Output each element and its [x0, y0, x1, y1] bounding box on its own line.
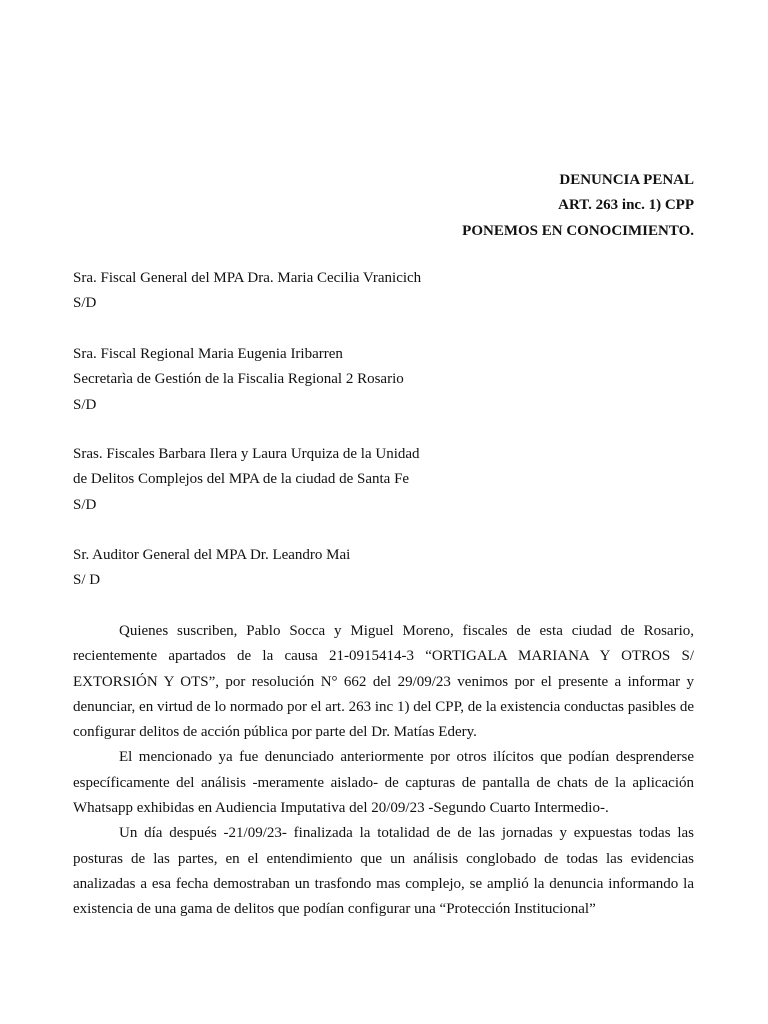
- document-body: [73, 619, 694, 923]
- recipient-line: Secretarìa de Gestión de la Fiscalia Regional 2 Rosario: [73, 371, 404, 388]
- recipient-line: Sras. Fiscales Barbara Ilera y Laura Urquiza de la Unidad: [73, 446, 420, 462]
- recipient-line: S/D: [73, 295, 97, 312]
- recipient-block-fiscal-regional: [73, 342, 404, 418]
- recipient-line: Sr. Auditor General del MPA Dr. Leandro Mai: [73, 547, 351, 563]
- document-page: [73, 0, 694, 1024]
- recipient-block-auditor-general: [73, 543, 350, 594]
- document-heading: [462, 168, 694, 244]
- body-paragraph: Un día después -21/09/23- finalizada la totalidad de de las jornadas y expuestas todas las posturas de las partes, en el entendimiento que un análisis conglobado de todas las evidencias analizadas a esa fecha demostraban un trasfondo mas complejo, se amplió la denuncia informando la existencia de una gama de delitos que podían configurar una “Protección Institucional”: [73, 825, 694, 918]
- body-paragraph: Quienes suscriben, Pablo Socca y Miguel Moreno, fiscales de esta ciudad de Rosario, recientemente apartados de la causa 21-0915414-3 “ORTIGALA MARIANA Y OTROS S/ EXTORSIÓN Y OTS”, por resolución N° 662 del 29/09/23 venimos por el presente a informar y denunciar, en virtud de lo normado por el art. 263 inc 1) del CPP, de la existencia conductas pasibles de configurar delitos de acción pública por parte del Dr. Matías Edery.: [73, 623, 694, 741]
- heading-article: ART. 263 inc. 1) CPP: [558, 197, 694, 214]
- recipient-line: Sra. Fiscal General del MPA Dra. Maria Cecilia Vranicich: [73, 270, 422, 286]
- heading-subtitle: PONEMOS EN CONOCIMIENTO.: [462, 222, 694, 239]
- recipient-line: Sra. Fiscal Regional Maria Eugenia Iribarren: [73, 346, 343, 362]
- body-paragraph: El mencionado ya fue denunciado anteriormente por otros ilícitos que podían desprenderse específicamente del análisis -meramente aislado- de capturas de pantalla de chats de la aplicación Whatsapp exhibidas en Audiencia Imputativa del 20/09/23 -Segundo Cuarto Intermedio-.: [73, 749, 694, 817]
- recipient-line: S/ D: [73, 572, 101, 589]
- recipient-line: de Delitos Complejos del MPA de la ciudad de Santa Fe: [73, 471, 410, 488]
- recipient-line: S/D: [73, 496, 97, 513]
- recipient-line: S/D: [73, 396, 97, 413]
- heading-title: DENUNCIA PENAL: [559, 172, 694, 188]
- recipient-block-fiscal-general: [73, 266, 421, 317]
- recipient-block-fiscales-delitos-complejos: [73, 442, 420, 518]
